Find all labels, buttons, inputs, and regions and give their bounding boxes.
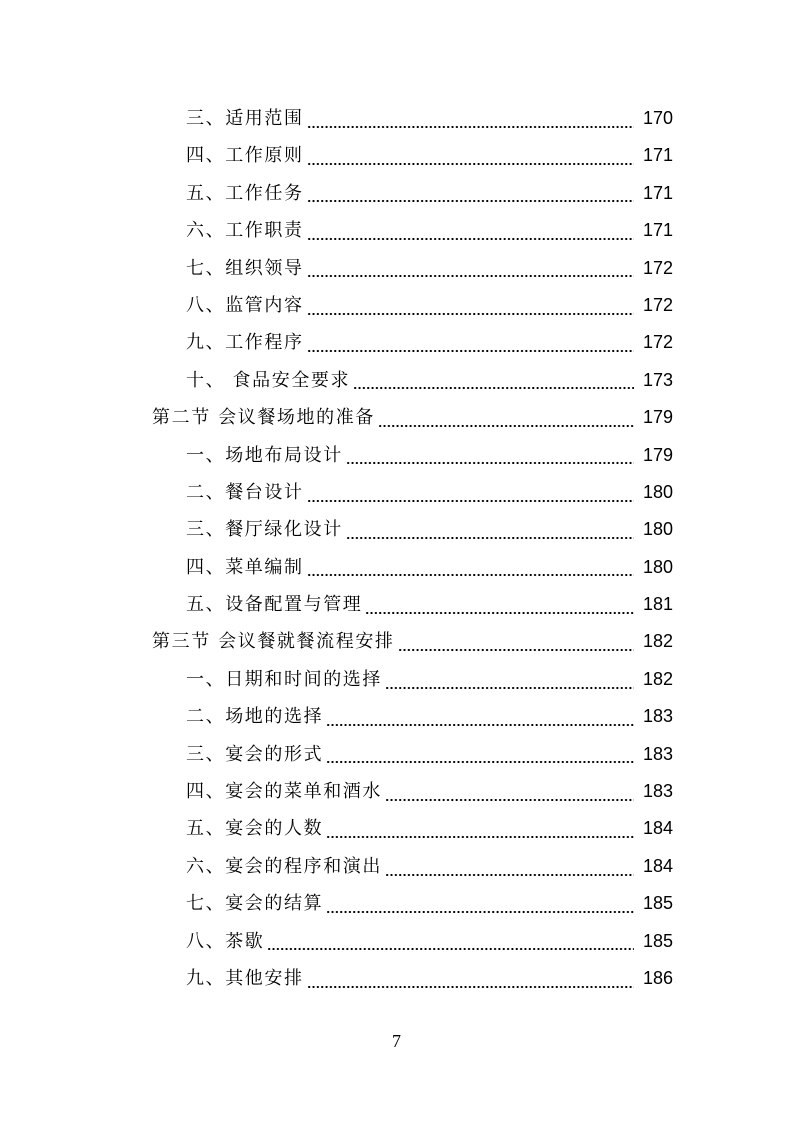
toc-entry-title: 三、餐厅绿化设计 xyxy=(186,519,343,541)
toc-entry-page: 171 xyxy=(642,220,673,241)
toc-entry-title: 九、工作程序 xyxy=(186,332,304,354)
toc-entry-title: 第二节 会议餐场地的准备 xyxy=(152,407,375,429)
toc-entry-page: 179 xyxy=(642,407,673,428)
toc-entry[interactable] xyxy=(0,511,793,548)
toc-entry-title: 三、适用范围 xyxy=(186,108,304,129)
toc-dot-leader xyxy=(326,745,634,763)
page-number: 7 xyxy=(392,1031,401,1051)
toc-dot-leader xyxy=(307,334,634,352)
toc-dot-leader xyxy=(398,633,634,651)
toc-entry[interactable] xyxy=(0,885,793,922)
toc-entry[interactable] xyxy=(0,661,793,698)
toc-dot-leader xyxy=(385,783,634,801)
toc-entry-title: 一、场地布局设计 xyxy=(186,444,343,466)
toc-entry-page: 185 xyxy=(642,893,673,914)
toc-entry-title: 八、监管内容 xyxy=(186,294,304,316)
toc-entry-title: 三、宴会的形式 xyxy=(186,743,324,765)
toc-entry[interactable] xyxy=(0,923,793,960)
toc-dot-leader xyxy=(378,409,634,427)
toc-dot-leader xyxy=(353,371,634,389)
toc-entry-page: 170 xyxy=(642,108,673,128)
toc-entry-page: 180 xyxy=(642,519,673,540)
toc-entry[interactable] xyxy=(0,250,793,287)
toc-entry-title: 六、宴会的程序和演出 xyxy=(186,855,382,877)
toc-entry-page: 180 xyxy=(642,556,673,577)
toc-entry-title: 六、工作职责 xyxy=(186,220,304,242)
toc-entry-title: 十、 食品安全要求 xyxy=(186,369,351,391)
toc-entry-page: 183 xyxy=(642,706,673,727)
toc-entry-page: 186 xyxy=(642,967,673,988)
table-of-contents xyxy=(0,100,793,997)
toc-entry[interactable] xyxy=(0,474,793,511)
toc-entry[interactable] xyxy=(0,100,793,137)
toc-entry-title: 八、茶歇 xyxy=(186,930,265,952)
toc-dot-leader xyxy=(346,446,634,464)
toc-dot-leader xyxy=(307,110,634,128)
toc-entry-page: 172 xyxy=(642,294,673,315)
toc-entry-title: 七、宴会的结算 xyxy=(186,893,324,915)
toc-dot-leader xyxy=(365,596,634,614)
toc-dot-leader xyxy=(326,708,634,726)
toc-entry-page: 171 xyxy=(642,182,673,203)
toc-entry[interactable] xyxy=(0,773,793,810)
toc-entry-title: 五、设备配置与管理 xyxy=(186,594,363,616)
toc-entry-title: 五、工作任务 xyxy=(186,182,304,204)
toc-entry[interactable] xyxy=(0,287,793,324)
toc-dot-leader xyxy=(307,222,634,240)
toc-section-entry[interactable] xyxy=(0,399,793,436)
toc-entry-title: 二、场地的选择 xyxy=(186,706,324,728)
toc-entry[interactable] xyxy=(0,324,793,361)
toc-entry[interactable] xyxy=(0,362,793,399)
toc-entry-title: 五、宴会的人数 xyxy=(186,818,324,840)
toc-entry-title: 一、日期和时间的选择 xyxy=(186,668,382,690)
toc-entry-page: 179 xyxy=(642,444,673,465)
toc-entry-page: 180 xyxy=(642,481,673,502)
toc-entry[interactable] xyxy=(0,586,793,623)
toc-dot-leader xyxy=(267,932,634,950)
toc-entry[interactable] xyxy=(0,212,793,249)
toc-entry-title: 七、组织领导 xyxy=(186,257,304,279)
toc-entry-page: 173 xyxy=(642,369,673,390)
toc-entry[interactable] xyxy=(0,810,793,847)
toc-dot-leader xyxy=(385,671,634,689)
toc-section-entry[interactable] xyxy=(0,623,793,660)
toc-dot-leader xyxy=(326,820,634,838)
toc-entry[interactable] xyxy=(0,698,793,735)
toc-entry[interactable] xyxy=(0,736,793,773)
toc-entry-title: 四、宴会的菜单和酒水 xyxy=(186,781,382,803)
toc-entry[interactable] xyxy=(0,960,793,997)
toc-entry[interactable] xyxy=(0,549,793,586)
toc-dot-leader xyxy=(385,858,634,876)
toc-dot-leader xyxy=(307,259,634,277)
toc-entry-title: 四、菜单编制 xyxy=(186,556,304,578)
toc-entry-page: 183 xyxy=(642,743,673,764)
toc-dot-leader xyxy=(326,895,634,913)
toc-entry-page: 172 xyxy=(642,332,673,353)
toc-entry-page: 172 xyxy=(642,257,673,278)
toc-entry-page: 183 xyxy=(642,781,673,802)
toc-dot-leader xyxy=(307,484,634,502)
toc-entry-page: 185 xyxy=(642,930,673,951)
toc-dot-leader xyxy=(307,147,634,165)
toc-entry-page: 184 xyxy=(642,855,673,876)
toc-entry-title: 四、工作原则 xyxy=(186,145,304,167)
toc-entry-title: 九、其他安排 xyxy=(186,967,304,989)
toc-dot-leader xyxy=(307,970,634,988)
toc-entry[interactable] xyxy=(0,848,793,885)
toc-entry[interactable] xyxy=(0,175,793,212)
toc-dot-leader xyxy=(346,521,634,539)
toc-entry-page: 182 xyxy=(642,668,673,689)
toc-dot-leader xyxy=(307,297,634,315)
toc-entry-page: 181 xyxy=(642,594,673,615)
toc-entry[interactable] xyxy=(0,137,793,174)
toc-entry-page: 182 xyxy=(642,631,673,652)
toc-entry-title: 二、餐台设计 xyxy=(186,481,304,503)
toc-entry-page: 184 xyxy=(642,818,673,839)
toc-entry-title: 第三节 会议餐就餐流程安排 xyxy=(152,631,395,653)
toc-dot-leader xyxy=(307,558,634,576)
toc-entry[interactable] xyxy=(0,437,793,474)
toc-entry-page: 171 xyxy=(642,145,673,166)
toc-dot-leader xyxy=(307,184,634,202)
